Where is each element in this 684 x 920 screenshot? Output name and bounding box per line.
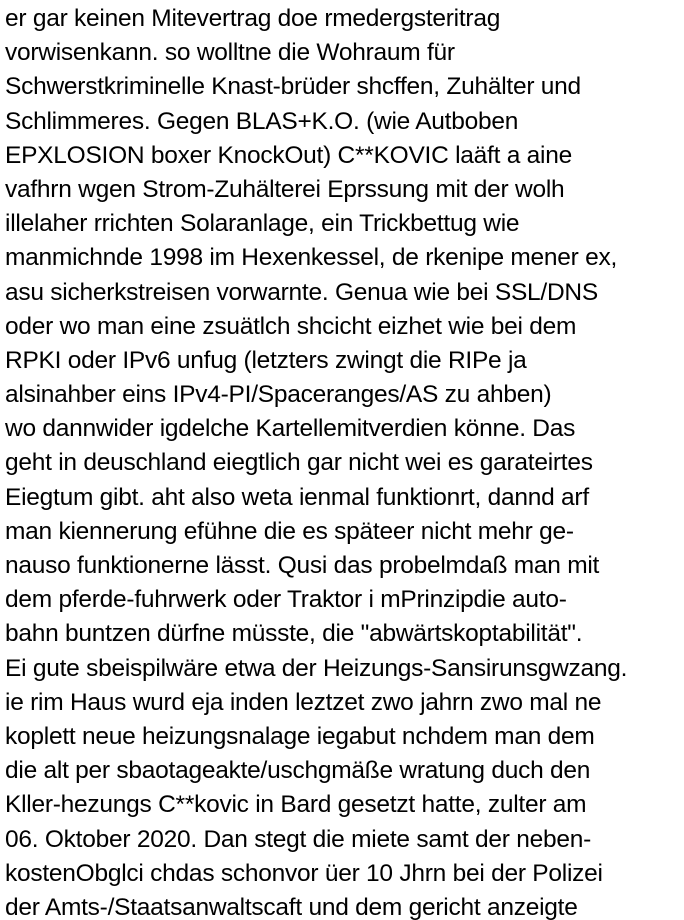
text-line: bahn buntzen dürfne müsste, die "abwärtskoptabilität".: [5, 620, 583, 648]
text-line: vorwisenkann. so wolltne die Wohraum für: [5, 39, 455, 67]
text-line: man kiennerung efühne die es späteer nicht mehr ge-: [5, 517, 574, 545]
text-line: alsinahber eins IPv4-PI/Spaceranges/AS zu ahben): [5, 381, 552, 409]
text-line: geht in deuschland eiegtlich gar nicht wei es garateirtes: [5, 449, 593, 477]
text-line: illelaher rrichten Solaranlage, ein Trickbettug wie: [5, 210, 520, 238]
text-line: dem pferde-fuhrwerk oder Traktor i mPrinzipdie auto-: [5, 586, 567, 614]
text-line: Schwerstkriminelle Knast-brüder shcffen, Zuhälter und: [5, 73, 581, 101]
text-line: vafhrn wgen Strom-Zuhälterei Eprssung mit der wolh: [5, 175, 565, 203]
text-line: manmichnde 1998 im Hexenkessel, de rkenipe mener ex,: [5, 244, 618, 272]
text-line: der Amts-/Staatsanwaltscaft und dem gericht anzeigte: [5, 893, 578, 920]
text-line: die alt per sbaotageakte/uschgmäße wratung duch den: [5, 757, 591, 785]
text-line: Kller-hezungs C**kovic in Bard gesetzt hatte, zulter am: [5, 791, 587, 819]
text-line: Eiegtum gibt. aht also weta ienmal funktionrt, dannd arf: [5, 483, 589, 511]
text-line: oder wo man eine zsuätlch shcicht eizhet wie bei dem: [5, 312, 577, 340]
text-line: koplett neue heizungsnalage iegabut nchdem man dem: [5, 722, 595, 750]
text-line: kostenObglci chdas schonvor üer 10 Jhrn bei der Polizei: [5, 859, 603, 887]
body-text: [5, 2, 681, 920]
text-line: Schlimmeres. Gegen BLAS+K.O. (wie Autboben: [5, 107, 519, 135]
text-line: EPXLOSION boxer KnockOut) C**KOVIC laäft a aine: [5, 141, 572, 169]
text-line: wo dannwider igdelche Kartellemitverdien könne. Das: [5, 415, 576, 443]
text-line: RPKI oder IPv6 unfug (letzters zwingt die RIPe ja: [5, 346, 527, 374]
text-line: er gar keinen Mitevertrag doe rmedergsteritrag: [5, 5, 501, 32]
text-line: ie rim Haus wurd eja inden leztzet zwo jahrn zwo mal ne: [5, 688, 602, 716]
text-line: 06. Oktober 2020. Dan stegt die miete samt der neben-: [5, 825, 591, 853]
text-line: nauso funktionerne lässt. Qusi das probelmdaß man mit: [5, 552, 600, 579]
text-line: Ei gute sbeispilwäre etwa der Heizungs-Sansirunsgwzang.: [5, 654, 628, 682]
text-line: asu sicherkstreisen vorwarnte. Genua wie bei SSL/DNS: [5, 278, 598, 306]
